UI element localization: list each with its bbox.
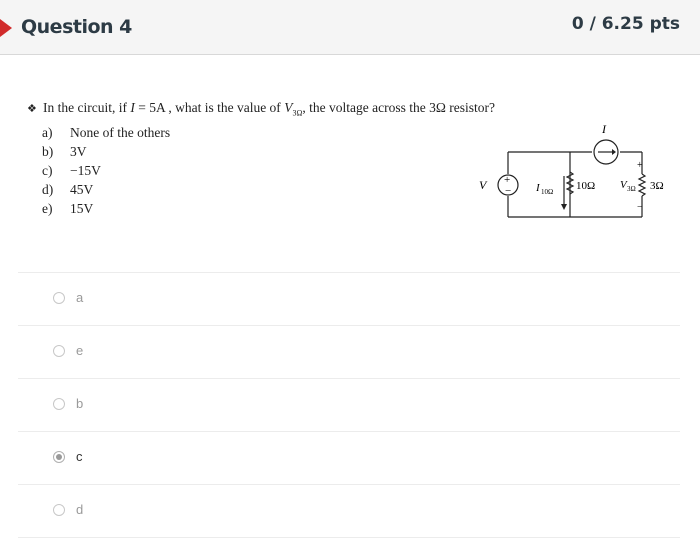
choice-item: a) None of the others bbox=[42, 124, 171, 140]
circuit-diagram bbox=[470, 118, 690, 223]
question-title: Question 4 bbox=[21, 16, 132, 38]
circuit-label-i10: I bbox=[536, 182, 540, 194]
answer-options bbox=[18, 272, 680, 538]
source-minus: − bbox=[505, 185, 512, 197]
question-text: ❖ In the circuit, if I = 5A , what is the value of $V_{3\Omega}$, the voltage across the 3Ω resistor? bbox=[27, 100, 495, 118]
question-body bbox=[27, 100, 495, 218]
circuit-label-i10-sub: 10Ω bbox=[541, 188, 554, 196]
circuit-label-v3: V bbox=[620, 179, 627, 191]
choice-item: d) 45V bbox=[42, 181, 94, 197]
circuit-label-v3-sub: 3Ω bbox=[627, 185, 636, 193]
choice-list bbox=[42, 123, 495, 218]
arrowhead-icon bbox=[561, 204, 567, 210]
choice-item: b) 3V bbox=[42, 143, 87, 159]
source-plus: + bbox=[504, 174, 511, 186]
answer-option-c[interactable] bbox=[18, 431, 680, 484]
circuit-label-plus: + bbox=[637, 160, 643, 171]
answer-option-a[interactable] bbox=[18, 272, 680, 325]
answer-label: b bbox=[76, 396, 84, 411]
radio-button[interactable] bbox=[53, 292, 65, 304]
circuit-label-3ohm: 3Ω bbox=[650, 180, 664, 192]
choice-item: e) 15V bbox=[42, 200, 94, 216]
radio-button[interactable] bbox=[53, 504, 65, 516]
radio-button[interactable] bbox=[53, 398, 65, 410]
circuit-label-i: I bbox=[602, 122, 606, 136]
resistor-3ohm-icon bbox=[639, 174, 645, 196]
answer-label: a bbox=[76, 290, 84, 305]
answer-option-e[interactable] bbox=[18, 325, 680, 378]
diamond-bullet-icon: ❖ bbox=[27, 103, 37, 115]
choice-item: c) −15V bbox=[42, 162, 101, 178]
answer-option-d[interactable] bbox=[18, 484, 680, 538]
answer-label: c bbox=[76, 449, 83, 464]
circuit-label-v: V bbox=[479, 178, 487, 192]
circuit-label-10ohm: 10Ω bbox=[576, 180, 596, 192]
arrowhead-icon bbox=[612, 149, 616, 155]
answer-label: e bbox=[76, 343, 84, 358]
question-points: 0 / 6.25 pts bbox=[571, 14, 680, 34]
answer-option-b[interactable] bbox=[18, 378, 680, 431]
answer-label: d bbox=[76, 502, 84, 517]
radio-button-selected[interactable] bbox=[53, 451, 65, 463]
question-header bbox=[0, 0, 700, 55]
circuit-label-minus: − bbox=[637, 202, 643, 213]
radio-button[interactable] bbox=[53, 345, 65, 357]
incorrect-marker-icon bbox=[0, 19, 12, 37]
